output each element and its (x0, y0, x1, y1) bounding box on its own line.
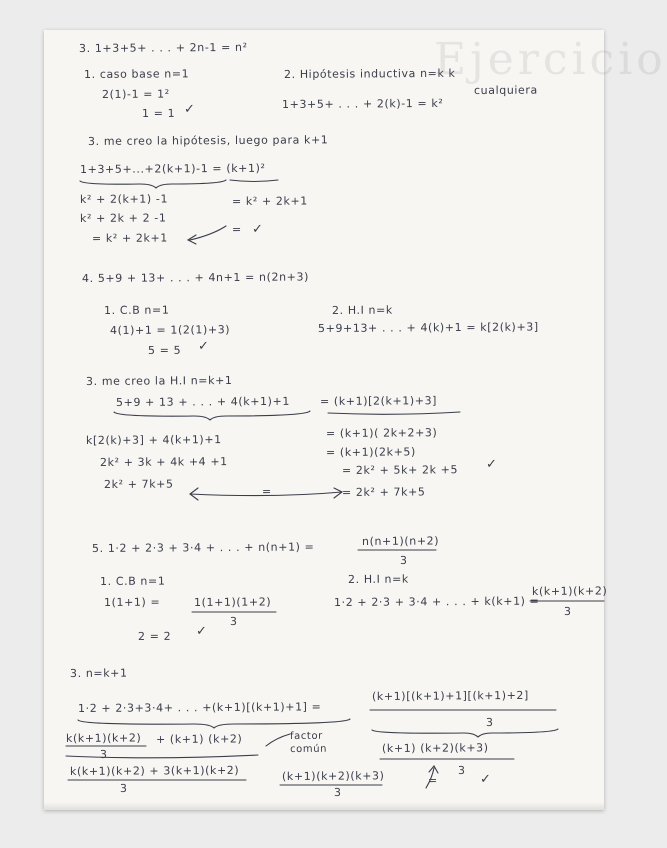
ex5-cb-title: 1. C.B n=1 (99, 574, 166, 588)
ex5-hi-eq: 1·2 + 2·3 + 3·4 + . . . + k(k+1) = (333, 594, 540, 609)
ex4-arrow-eq: = (261, 484, 272, 498)
ex4-right-arrow-head (334, 488, 342, 498)
ex3-hypothesis-eq: 1+3+5+ . . . + 2(k)-1 = k² (281, 96, 444, 111)
ex5-line3-num: (k+1)(k+2)(k+3) (281, 769, 385, 783)
ex5-rhs-den: 3 (457, 763, 466, 777)
ex4-right1: = (k+1)( 2k+2+3) (325, 426, 438, 440)
ex3-step-check-icon: ✓ (252, 222, 263, 237)
ex5-final-arrow-head (429, 766, 438, 773)
ex4-hi-eq: 5+9+13+ . . . + 4(k)+1 = k[2(k)+3] (317, 320, 539, 335)
ex4-step-lhs: 5+9 + 13 + . . . + 4(k+1)+1 (115, 394, 290, 409)
ex3-arrow-head (188, 235, 196, 244)
ex5-step-den: 3 (485, 715, 494, 729)
ex5-line1-den: 3 (99, 747, 108, 761)
ex5-statement: 5. 1·2 + 2·3 + 3·4 + . . . + n(n+1) = (91, 540, 315, 555)
ex3-rhs-underline (230, 180, 278, 182)
ex5-step-rhs-brace (372, 729, 558, 737)
ex5-final-eq: = (427, 773, 438, 787)
ex4-statement: 4. 5+9 + 13+ . . . + 4n+1 = n(2n+3) (81, 270, 310, 285)
ex5-factor-note: factor común (289, 730, 328, 755)
ex5-factor-arrow (266, 734, 290, 746)
ex5-line2-den: 3 (119, 781, 128, 795)
ex5-hi-title: 2. H.I n=k (347, 572, 409, 586)
ex3-base-eq1: 2(1)-1 = 1² (101, 87, 170, 101)
ex5-rhs-num: (k+1) (k+2)(k+3) (381, 741, 489, 755)
ex5-cb-frac-den: 3 (229, 614, 238, 628)
ex4-cb-eq1: 4(1)+1 = 1(2(1)+3) (109, 323, 231, 337)
ex5-step-lhs-brace (78, 719, 350, 728)
ex4-hi-title: 2. H.I n=k (331, 303, 393, 317)
ex5-step-num: (k+1)[(k+1)+1][(k+1)+2] (371, 688, 529, 703)
ex4-step-title: 3. me creo la H.I n=k+1 (85, 373, 233, 388)
ex5-cb-eq2: 2 = 2 (137, 629, 172, 643)
ex5-line2-num: k(k+1)(k+2) + 3(k+1)(k+2) (69, 763, 240, 778)
ex3-hypothesis-qualifier: cualquiera (473, 83, 538, 97)
ex3-step-line1: k² + 2(k+1) -1 (79, 192, 169, 206)
ex3-check-icon: ✓ (184, 102, 195, 117)
ex4-lhs-brace (114, 411, 310, 420)
ex4-check-icon: ✓ (486, 457, 497, 472)
ex5-statement-den: 3 (399, 553, 408, 567)
ex3-hypothesis-title: 2. Hipótesis inductiva n=k k (283, 66, 456, 81)
ex4-right3: = 2k² + 5k+ 2k +5 (341, 463, 459, 477)
ex3-step-line3: = k² + 2k+1 (91, 231, 168, 245)
ex3-lhs-brace (80, 180, 226, 188)
notebook-page (44, 30, 667, 810)
ex5-hi-frac-num: k(k+1)(k+2) (531, 584, 608, 598)
ex5-final-check-icon: ✓ (480, 772, 491, 787)
ex3-step-rhs: = k² + 2k+1 (231, 194, 308, 208)
ex4-left3: 2k² + 7k+5 (103, 477, 174, 491)
ex4-right2: = (k+1)(2k+5) (325, 445, 416, 459)
ex5-step-title: 3. n=k+1 (69, 666, 128, 680)
ex3-arrow-line (190, 226, 226, 240)
ex4-rhs-underline (328, 412, 460, 414)
ex5-line1-num: k(k+1)(k+2) (65, 731, 142, 745)
ex4-step-rhs: = (k+1)[2(k+1)+3] (319, 394, 438, 408)
ex3-step-title: 3. me creo la hipótesis, luego para k+1 (87, 133, 329, 148)
ex5-step-lhs: 1·2 + 2·3+3·4+ . . . +(k+1)[(k+1)+1] = (77, 700, 322, 715)
ex5-hi-frac-den: 3 (563, 604, 572, 618)
ex4-right4: = 2k² + 7k+5 (341, 485, 426, 499)
ex5-cb-check-icon: ✓ (196, 624, 207, 639)
ex3-step-eq: = (231, 222, 242, 236)
ex3-step-lhs: 1+3+5+...+2(k+1)-1 = (k+1)² (79, 161, 266, 176)
ex3-step-line2: k² + 2k + 2 -1 (79, 211, 167, 225)
ex4-left-arrow-head (190, 488, 198, 500)
bleed-through-text: Ejercicio (434, 34, 667, 85)
ex4-cb-eq2: 5 = 5 (147, 343, 182, 357)
ex4-left2: 2k² + 3k + 4k +4 +1 (99, 455, 228, 469)
ex4-cb-check-icon: ✓ (198, 339, 209, 354)
ex5-cb-eq1: 1(1+1) = (103, 595, 161, 609)
ex4-cb-title: 1. C.B n=1 (103, 303, 170, 317)
ex3-statement: 3. 1+3+5+ . . . + 2n-1 = n² (78, 40, 248, 55)
ex4-left1: k[2(k)+3] + 4(k+1)+1 (85, 433, 222, 447)
ex5-line3-den: 3 (333, 785, 342, 799)
ex5-line1-rest: + (k+1) (k+2) (155, 732, 243, 746)
ex5-factor-underline (66, 755, 258, 758)
ex3-base-case-title: 1. caso base n=1 (83, 67, 190, 81)
ex3-base-eq2: 1 = 1 (141, 106, 176, 120)
ex5-statement-num: n(n+1)(n+2) (361, 534, 440, 548)
ex5-cb-frac-num: 1(1+1)(1+2) (193, 595, 272, 609)
